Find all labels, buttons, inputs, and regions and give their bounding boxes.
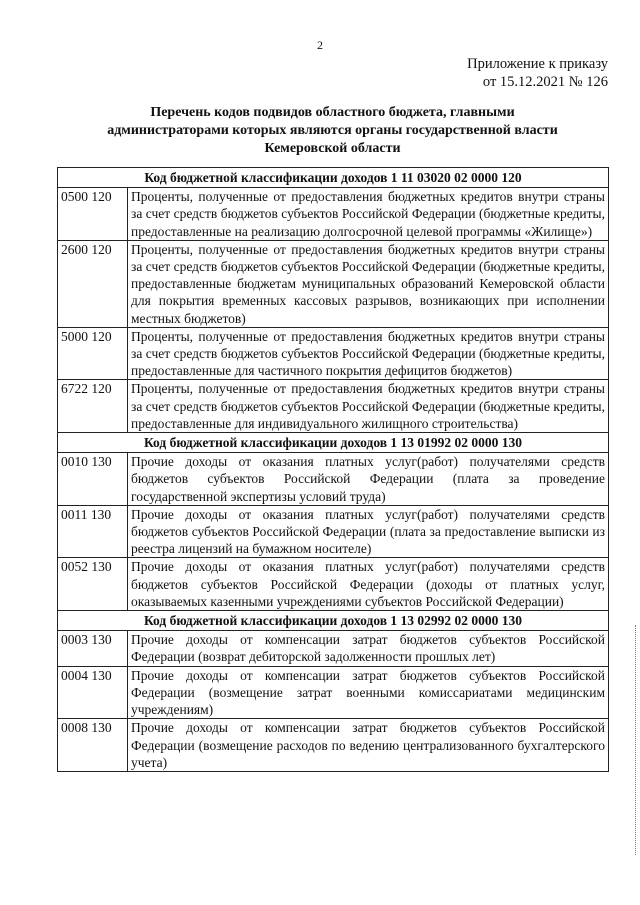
subtype-code: 0011 130 xyxy=(58,505,128,558)
subtype-description: Прочие доходы от оказания платных услуг(работ) получателями средств бюджетов субъектов Российской Федерации (доходы от платных услуг, оказываемых казенными учреждениями субъектов Российской Федерации) xyxy=(128,558,609,611)
section-header-row xyxy=(58,433,609,453)
title-line-1: Перечень кодов подвидов областного бюджета, главными xyxy=(150,105,515,120)
table-row xyxy=(58,188,609,241)
subtype-code: 2600 120 xyxy=(58,240,128,327)
subtype-code: 0010 130 xyxy=(58,453,128,506)
table-row xyxy=(58,327,609,380)
subtype-description: Проценты, полученные от предоставления бюджетных кредитов внутри страны за счет средств бюджетов субъектов Российской Федерации (бюджетные кредиты, предоставленные для частичного покрытия дефицитов бюджетов) xyxy=(128,327,609,380)
subtype-description: Прочие доходы от компенсации затрат бюджетов субъектов Российской Федерации (возмещение затрат военными комиссариатами медицинским учреждениям) xyxy=(128,666,609,719)
table-row xyxy=(58,719,609,772)
appendix-line-1: Приложение к приказу xyxy=(467,56,608,72)
table-row xyxy=(58,505,609,558)
subtype-description: Прочие доходы от компенсации затрат бюджетов субъектов Российской Федерации (возмещение расходов по ведению централизованного бухгалтерского учета) xyxy=(128,719,609,772)
table-row xyxy=(58,631,609,666)
budget-codes-table xyxy=(57,167,609,772)
table-row xyxy=(58,240,609,327)
scan-edge-mark xyxy=(633,625,636,855)
subtype-description: Проценты, полученные от предоставления бюджетных кредитов внутри страны за счет средств бюджетов субъектов Российской Федерации (бюджетные кредиты, предоставленные для индивидуального жилищного строительства) xyxy=(128,380,609,433)
table-row xyxy=(58,666,609,719)
appendix-line-2: от 15.12.2021 № 126 xyxy=(482,74,608,90)
subtype-code: 0052 130 xyxy=(58,558,128,611)
table-row xyxy=(58,380,609,433)
table-row xyxy=(58,453,609,506)
subtype-code: 0003 130 xyxy=(58,631,128,666)
subtype-description: Прочие доходы от оказания платных услуг(работ) получателями средств бюджетов субъектов Российской Федерации (плата за проведение государственной экспертизы условий труда) xyxy=(128,453,609,506)
title-line-3: Кемеровской области xyxy=(264,141,401,156)
subtype-description: Проценты, полученные от предоставления бюджетных кредитов внутри страны за счет средств бюджетов субъектов Российской Федерации (бюджетные кредиты, предоставленные бюджетам муниципальных образований Кемеровской области для покрытия временных кассовых разрывов, возникающих при исполнении местных бюджетов) xyxy=(128,240,609,327)
subtype-code: 5000 120 xyxy=(58,327,128,380)
section-header-row xyxy=(58,168,609,188)
subtype-code: 0004 130 xyxy=(58,666,128,719)
appendix-reference xyxy=(467,55,608,91)
page-number: 2 xyxy=(317,38,323,52)
subtype-description: Прочие доходы от компенсации затрат бюджетов субъектов Российской Федерации (возврат дебиторской задолженности прошлых лет) xyxy=(128,631,609,666)
subtype-code: 0500 120 xyxy=(58,188,128,241)
subtype-code: 0008 130 xyxy=(58,719,128,772)
document-title xyxy=(60,104,605,158)
section-header-row xyxy=(58,611,609,631)
section-header: Код бюджетной классификации доходов 1 13 01992 02 0000 130 xyxy=(58,433,609,453)
section-header: Код бюджетной классификации доходов 1 13 02992 02 0000 130 xyxy=(58,611,609,631)
subtype-description: Прочие доходы от оказания платных услуг(работ) получателями средств бюджетов субъектов Российской Федерации (плата за предоставление выписки из реестра лицензий на бумажном носителе) xyxy=(128,505,609,558)
table-row xyxy=(58,558,609,611)
subtype-code: 6722 120 xyxy=(58,380,128,433)
title-line-2: администраторами которых являются органы государственной власти xyxy=(107,123,558,138)
subtype-description: Проценты, полученные от предоставления бюджетных кредитов внутри страны за счет средств бюджетов субъектов Российской Федерации (бюджетные кредиты, предоставленные на реализацию долгосрочной целевой программы «Жилище») xyxy=(128,188,609,241)
section-header: Код бюджетной классификации доходов 1 11 03020 02 0000 120 xyxy=(58,168,609,188)
